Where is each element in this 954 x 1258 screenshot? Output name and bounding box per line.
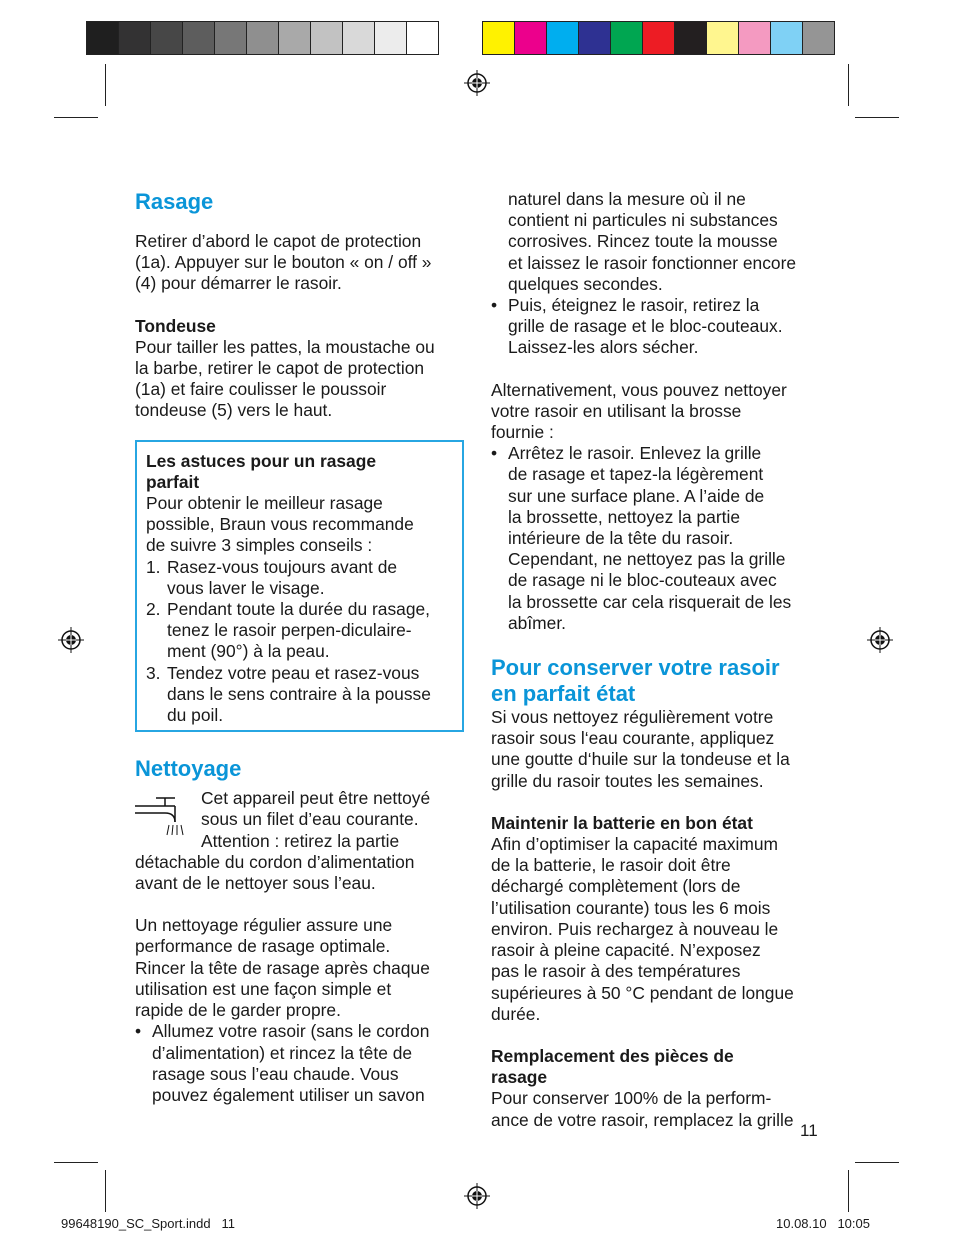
crop-mark [855,1162,899,1163]
crop-mark [848,64,849,106]
gray-swatch [246,21,279,55]
conserver-paragraph: Si vous nettoyez régulièrement votre rasoir sous l‘eau courante, appliquez une goutte d‘huile sur la tondeuse et la grille du rasoir toutes les semaines. [491,707,790,791]
tips-box [135,440,464,733]
gray-swatch [342,21,375,55]
list-item: • Allumez votre rasoir (sans le cordon d’alimentation) et rincez la tête de rasage sous l’eau chaude. Vous pouvez également utiliser un savon [135,1021,430,1105]
tondeuse-heading: Tondeuse [135,315,216,336]
tondeuse-paragraph: Pour tailler les pattes, la moustache ou la barbe, retirer le capot de protection (1a) et faire coulisser le poussoir tondeuse (5) vers le haut. [135,336,435,421]
section-heading-conserver: Pour conserver votre rasoir en parfait état [491,655,780,707]
list-item: 3. Tendez votre peau et rasez-vous dans le sens contraire à la pousse du poil. [146,662,431,726]
gray-swatch [86,21,119,55]
gray-swatch [310,21,343,55]
registration-mark-icon [464,70,490,96]
gray-swatch [214,21,247,55]
registration-mark-icon [867,627,893,653]
cleaning-continued [491,189,831,359]
batterie-paragraph: Afin d’optimiser la capacité maximum de la batterie, le rasoir doit être déchargé complètement (lors de l’utilisation courante) tous les 6 mois environ. Puis rechargez à nouveau le rasoir à pleine capacité. N’exposez pas le rasoir à des températures supérieures à 50 °C pendant de longue durée. [491,834,794,1024]
color-swatch [770,21,803,55]
remplacement-heading: Remplacement des pièces de rasage [491,1045,734,1088]
grayscale-calibration-bar [86,21,438,55]
tips-heading: Les astuces pour un rasage parfait [146,450,377,492]
footer-file-name: 99648190_SC_Sport.indd 11 [61,1216,235,1231]
color-swatch [546,21,579,55]
remplacement-paragraph: Pour conserver 100% de la perform- ance de votre rasoir, remplacez la grille [491,1088,794,1130]
nettoyage-paragraph: Un nettoyage régulier assure une performance de rasage optimale. Rincer la tête de rasage après chaque utilisation est une façon simple et rapide de le garder propre. [135,915,430,1021]
gray-swatch [182,21,215,55]
color-swatch [610,21,643,55]
gray-swatch [278,21,311,55]
section-heading-rasage: Rasage [135,189,214,214]
color-swatch [482,21,515,55]
page-number: 11 [800,1121,818,1140]
registration-mark-icon [464,1183,490,1209]
color-swatch [738,21,771,55]
gray-swatch [150,21,183,55]
tap-water-icon [135,792,191,836]
gray-swatch [118,21,151,55]
batterie-heading: Maintenir la batterie en bon état [491,812,753,833]
alternative-paragraph: Alternativement, vous pouvez nettoyer votre rasoir en utilisant la brosse fournie : [491,379,787,443]
color-swatch [514,21,547,55]
crop-mark [105,64,106,106]
nettoyage-bullets [135,1021,465,1106]
list-item: naturel dans la mesure où il ne contient ni particules ni substances corrosives. Rincez toute la mousse et laissez le rasoir fonctionner encore quelques secondes. [508,189,797,294]
crop-mark [855,117,899,118]
crop-mark [105,1170,106,1212]
gray-swatch [374,21,407,55]
list-item: 2. Pendant toute la durée du rasage, tenez le rasoir perpen-diculaire- ment (90°) à la peau. [146,599,430,662]
color-calibration-bar [482,21,834,55]
list-item: • Arrêtez le rasoir. Enlevez la grille de rasage et tapez-la légèrement sur une surface plane. A l’aide de la brossette, nettoyez la partie intérieure de la tête du rasoir. Cependant, ne nettoyez pas la grille de rasage ni le bloc-couteaux avec la brossette car cela risquerait de les abîmer. [491,443,792,633]
section-heading-nettoyage: Nettoyage [135,756,242,782]
color-swatch [642,21,675,55]
left-column [135,189,465,1106]
crop-mark [848,1170,849,1212]
rasage-paragraph: Retirer d’abord le capot de protection (1a). Appuyer sur le bouton « on / off » (4) pour démarrer le rasoir. [135,231,432,294]
color-swatch [706,21,739,55]
right-column [491,189,831,1131]
tips-list [146,557,453,727]
list-item: • Puis, éteignez le rasoir, retirez la grille de rasage et le bloc-couteaux. Laissez-les alors sécher. [491,295,783,358]
brush-bullets [491,443,831,634]
color-swatch [802,21,835,55]
crop-mark [54,117,98,118]
gray-swatch [406,21,439,55]
color-swatch [674,21,707,55]
registration-mark-icon [58,627,84,653]
list-item: 1. Rasez-vous toujours avant de vous laver le visage. [146,556,398,598]
color-swatch [578,21,611,55]
tips-intro: Pour obtenir le meilleur rasage possible, Braun vous recommande de suivre 3 simples conseils : [146,493,414,556]
crop-mark [54,1162,98,1163]
nettoyage-intro: Cet appareil peut être nettoyé sous un filet d’eau courante. Attention : retirez la partie détachable du cordon d’alimentation avant de le nettoyer sous l’eau. [135,788,431,894]
footer-date: 10.08.10 10:05 [776,1216,870,1231]
